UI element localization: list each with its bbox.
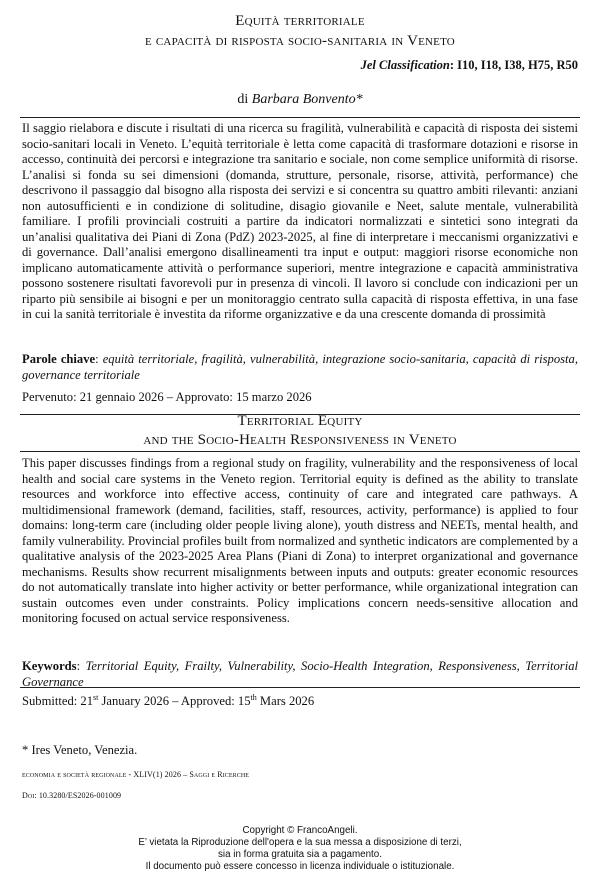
jel-label: Jel Classification bbox=[360, 58, 450, 72]
english-title-line1: Territorial Equity bbox=[237, 413, 363, 429]
english-dates bbox=[22, 693, 314, 709]
submitted-mid: January 2026 – Approved: 15 bbox=[98, 694, 251, 709]
approved-sup: th bbox=[250, 693, 257, 702]
english-abstract: This paper discusses findings from a regional study on fragility, vulnerability and the responsiveness of local health and social care systems in the Veneto region. Territorial equity is defined as the ability to translate resources and workforce into effective access, continuity of care and integrated care pathways. A multidimensional framework (demand, facilities, staff, resources, activity, performance) is applied to four domains: long-term care (including older people living alone), youth distress and NEETs, mental health, and family vulnerability. Provincial profiles built from normalized and synthetic indicators are complemented by a qualitative analysis of the 2023-2025 Area Plans (Piani di Zona) to interpret organizational and governance mechanisms. Results show recurrent misalignments between inputs and outputs: greater economic resources do not automatically translate into higher activity or better performance, while organizational integration can sustain outcomes even under constraints. Policy implications concern needs-sensitive allocation and monitoring focused on actual service responsiveness. bbox=[22, 456, 578, 625]
copyright-line2: E’ vietata la Riproduzione dell'opera e la sua messa a disposizione di terzi, bbox=[138, 837, 462, 848]
italian-title-line1: Equità territoriale bbox=[235, 13, 365, 29]
author-name: Barbara Bonvento* bbox=[251, 92, 363, 107]
author-affiliation-footnote: * Ires Veneto, Venezia. bbox=[22, 743, 138, 757]
journal-line: economia e società regionale - XLIV(1) 2026 – Saggi e Ricerche bbox=[22, 770, 250, 779]
copyright-line3: sia in forma gratuita sia a pagamento. bbox=[218, 849, 382, 860]
english-keywords-label: Keywords bbox=[22, 659, 77, 673]
italian-keywords-text: equità territoriale, fragilità, vulnerabilità, integrazione socio-sanitaria, capacità di risposta, governance territoriale bbox=[22, 352, 578, 382]
italian-abstract: Il saggio rielabora e discute i risultati di una ricerca su fragilità, vulnerabilità e capacità di risposta dei sistemi socio-sanitari locali in Veneto. L’equità territoriale è letta come capacità di trasformare dotazioni e risorse in accesso, continuità dei percorsi e integrazione tra sanitario e sociale, non come semplice uniformità di risorse. L’analisi si fonda su sei dimensioni (domanda, strutture, personale, risorse, attività, performance) che descrivono il passaggio dal bisogno alla risposta dei servizi e si concentra su quattro ambiti rilevanti: anziani non autosufficienti e in condizione di solitudine, disagio giovanile e Neet, salute mentale, vulnerabilità familiare. I profili provinciali costruiti a partire da indicatori normalizzati e sintetici sono integrati da un’analisi qualitativa dei Piani di Zona (PdZ) 2023-2025, al fine di interpretare i meccanismi organizzativi e di governance. Dall’analisi emergono disallineamenti tra input e output: maggiori risorse economiche non implicano automaticamente attività o performance superiori, mentre integrazione e capacità amministrativa possono sostenere risultati favorevoli pur in presenza di vincoli. Il lavoro si conclude con indicazioni per un riparto più sensibile ai bisogni e per un monitoraggio centrato sulla capacità di risposta effettiva, in una fase in cui la sanità territoriale è investita da riforme organizzative e da una crescente domanda di prossimità bbox=[22, 121, 578, 321]
english-keywords: Keywords: Territorial Equity, Frailty, Vulnerability, Socio-Health Integration, Responsiveness, Territorial Governance bbox=[22, 659, 578, 689]
copyright-line1: Copyright © FrancoAngeli. bbox=[242, 825, 358, 836]
author-prefix: di bbox=[237, 92, 249, 107]
english-keywords-text: Territorial Equity, Frailty, Vulnerability, Socio-Health Integration, Responsiveness, Territorial Governance bbox=[22, 659, 578, 689]
copyright-line4: Il documento può essere concesso in licenza individuale o istituzionale. bbox=[145, 861, 455, 872]
italian-keywords-label: Parole chiave bbox=[22, 352, 96, 366]
submitted-sup: st bbox=[93, 693, 99, 702]
jel-classification bbox=[361, 58, 578, 73]
italian-keywords: Parole chiave: equità territoriale, fragilità, vulnerabilità, integrazione socio-sanitaria, capacità di risposta, governance territoriale bbox=[22, 352, 578, 382]
author-line bbox=[0, 92, 600, 108]
submitted-prefix: Submitted: 21 bbox=[22, 694, 94, 709]
approved-suffix: Mars 2026 bbox=[256, 694, 315, 709]
doi-line: Doi: 10.3280/ES2026-001009 bbox=[22, 791, 122, 800]
jel-codes: : I10, I18, I38, H75, R50 bbox=[449, 58, 578, 72]
italian-dates: Pervenuto: 21 gennaio 2026 – Approvato: 15 marzo 2026 bbox=[22, 390, 312, 404]
english-title-line2: and the Socio-Health Responsiveness in Veneto bbox=[143, 432, 457, 448]
italian-title-line2: e capacità di risposta socio-sanitaria in Veneto bbox=[145, 33, 455, 49]
